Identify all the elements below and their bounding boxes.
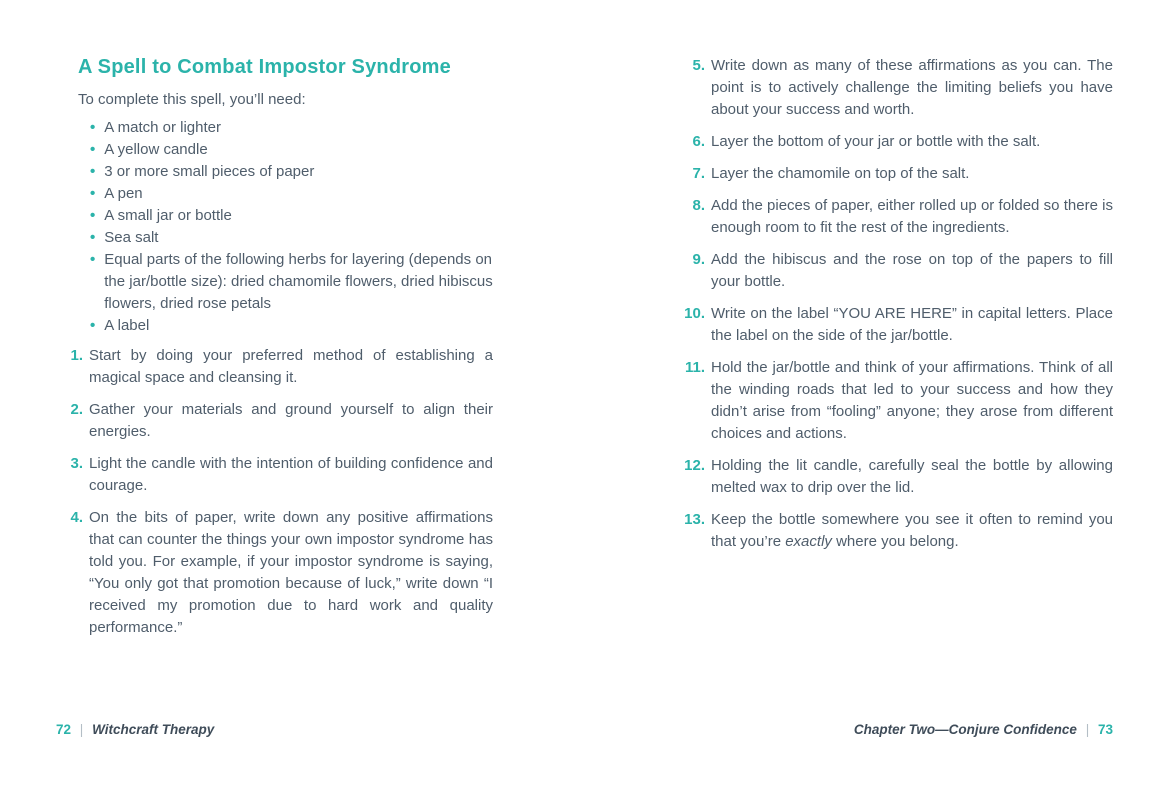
step-number: 5.	[692, 57, 705, 74]
material-item	[90, 139, 493, 161]
step-text: Holding the lit candle, carefully seal the bottle by allowing melted wax to drip over the lid.	[711, 457, 1113, 496]
step-number: 4.	[70, 509, 83, 526]
book-title: Witchcraft Therapy	[92, 722, 215, 737]
step-number: 2.	[70, 401, 83, 418]
left-page-footer	[56, 722, 214, 738]
material-item	[90, 227, 493, 249]
left-page	[56, 55, 493, 649]
bullet-icon: •	[90, 207, 96, 224]
materials-list	[90, 117, 493, 337]
intro-text: To complete this spell, you’ll need:	[78, 91, 306, 108]
step-item	[679, 131, 1113, 153]
step-number: 13.	[684, 511, 705, 528]
material-text: A match or lighter	[104, 119, 221, 136]
step-item	[56, 453, 493, 497]
step-item	[56, 507, 493, 639]
step-item	[56, 399, 493, 443]
material-text: A pen	[104, 185, 143, 202]
footer-separator: |	[79, 722, 84, 737]
step-text: Start by doing your preferred method of establishing a magical space and cleansing it.	[89, 347, 493, 386]
material-text: Equal parts of the following herbs for layering (depends on the jar/bottle size): dried chamomile flowers, dried hibiscus flowers, dried rose petals	[104, 251, 493, 312]
material-item	[90, 161, 493, 183]
step-item	[679, 303, 1113, 347]
step-item	[679, 357, 1113, 445]
step-number: 3.	[70, 455, 83, 472]
bullet-icon: •	[90, 229, 96, 246]
step-number: 10.	[684, 305, 705, 322]
step-number: 12.	[684, 457, 705, 474]
step-number: 6.	[692, 133, 705, 150]
step-number: 9.	[692, 251, 705, 268]
step-text: Add the pieces of paper, either rolled up or folded so there is enough room to fit the rest of the ingredients.	[711, 197, 1113, 236]
steps-list-left	[56, 345, 493, 639]
step-text: Layer the chamomile on top of the salt.	[711, 165, 970, 182]
step-item	[679, 163, 1113, 185]
bullet-icon: •	[90, 119, 96, 136]
material-item	[90, 117, 493, 139]
chapter-title: Chapter Two—Conjure Confidence	[853, 722, 1077, 737]
step-text: Write on the label “YOU ARE HERE” in capital letters. Place the label on the side of the jar/bottle.	[711, 305, 1113, 344]
step-text: Hold the jar/bottle and think of your affirmations. Think of all the winding roads that led to your success and how they didn’t arise from “fooling” anyone; they arose from different choices and actions.	[711, 359, 1113, 442]
page-number: 72	[56, 722, 72, 737]
material-item	[90, 205, 493, 227]
step-item	[679, 55, 1113, 121]
right-page	[679, 55, 1113, 563]
material-text: A label	[104, 317, 150, 334]
steps-list-right	[679, 55, 1113, 553]
step-item	[56, 345, 493, 389]
step-text: Add the hibiscus and the rose on top of the papers to fill your bottle.	[711, 251, 1113, 290]
step-number: 8.	[692, 197, 705, 214]
step-text	[711, 509, 1113, 553]
step-item	[679, 249, 1113, 293]
emphasized-word: exactly	[785, 533, 832, 550]
material-text: Sea salt	[104, 229, 159, 246]
bullet-icon: •	[90, 317, 96, 334]
bullet-icon: •	[90, 185, 96, 202]
page-number: 73	[1097, 722, 1113, 737]
material-text: 3 or more small pieces of paper	[104, 163, 315, 180]
bullet-icon: •	[90, 141, 96, 158]
step-text: On the bits of paper, write down any positive affirmations that can counter the things your own impostor syndrome has told you. For example, if your impostor syndrome is saying, “You only got that promotion because of luck,” write down “I received my promotion due to hard work and quality performance.”	[89, 509, 493, 636]
footer-separator: |	[1085, 722, 1090, 737]
step-text: Layer the bottom of your jar or bottle with the salt.	[711, 133, 1041, 150]
bullet-icon: •	[90, 163, 96, 180]
step-text-part: where you belong.	[831, 533, 959, 550]
material-text: A yellow candle	[104, 141, 208, 158]
step-item	[679, 455, 1113, 499]
step-text: Gather your materials and ground yourself to align their energies.	[89, 401, 493, 440]
material-item	[90, 315, 493, 337]
material-text: A small jar or bottle	[104, 207, 232, 224]
step-number: 11.	[684, 359, 705, 376]
section-heading: A Spell to Combat Impostor Syndrome	[78, 56, 451, 78]
step-text: Light the candle with the intention of building confidence and courage.	[89, 455, 493, 494]
step-item	[679, 509, 1113, 553]
step-text-part: Keep the bottle somewhere you see it often to remind you that you’re	[711, 511, 1113, 550]
step-number: 7.	[692, 165, 705, 182]
bullet-icon: •	[90, 251, 96, 268]
material-item	[90, 183, 493, 205]
step-text: Write down as many of these affirmations as you can. The point is to actively challenge the limiting beliefs you have about your success and worth.	[711, 57, 1113, 118]
step-item	[679, 195, 1113, 239]
step-number: 1.	[70, 347, 83, 364]
right-page-footer	[854, 722, 1113, 738]
material-item	[90, 249, 493, 315]
